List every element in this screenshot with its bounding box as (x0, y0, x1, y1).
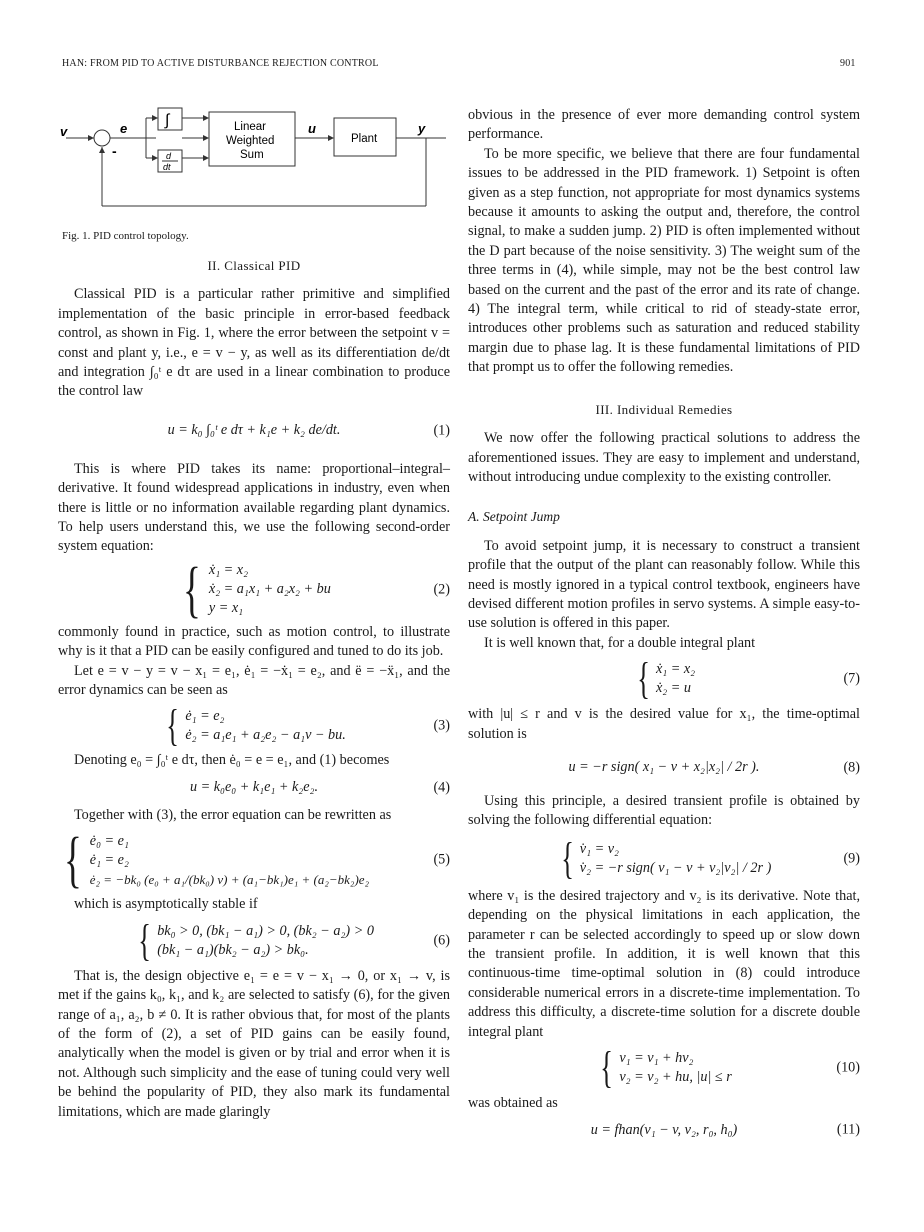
equation-9: { v̇₁ = v₂ v̇₂ = −r sign( v₁ − v + v₂|v₂| / 2r ) (9) (560, 833, 860, 883)
equation-3: { ė₁ = e₂ ė₂ = a₁e₁ + a₂e₂ − a₁v − bu. (3) (166, 700, 450, 750)
sum-line3: Sum (240, 149, 264, 161)
paragraph: Denoting e₀ = ∫₀ᵗ e dτ, then ė₀ = e = e₁, and (1) becomes (74, 751, 390, 768)
paragraph: To avoid setpoint jump, it is necessary to construct a transient profile that the output of the plant can reasonably follow. While this need is mostly ignored in a typical control textbook, engineers have devised different motion profiles in servo systems. A simple easy-to-use solution is offered in this paper. (468, 537, 860, 632)
subsection-a-title: A. Setpoint Jump (468, 509, 560, 525)
paragraph: To be more specific, we believe that there are four fundamental issues to be addressed in the PID framework. 1) Setpoint is often given as a step function, not appropriate for most dynamics systems because it amounts to asking the output and, therefore, the control signal, to make a sudden jump. 2) PID is often implemented without the D part because of the noise sensitivity. 3) The weight sum of the three terms in (4), while simple, may not be the best control law based on the current and the past of the error and its rate of change. 4) The integral term, while critical to rid of steady-state error, introduces other problems such as saturation and reduced stability margin due to phase lag. It is these fundamental limitations of PID that prompt us to offer the following remedies. (468, 145, 860, 376)
sum-line2: Weighted (226, 135, 275, 147)
label-e: e (120, 121, 128, 136)
paragraph: It is well known that, for a double integral plant (484, 634, 756, 651)
paragraph: Using this principle, a desired transient profile is obtained by solving the following differential equation: (468, 792, 860, 829)
plant-label: Plant (351, 133, 378, 145)
equation-8: u = −r sign( x₁ − v + x₂|x₂| / 2r ). (8) (568, 759, 860, 776)
paragraph: We now offer the following practical solutions to address the aforementioned issues. They are easy to implement and understand, without introducing undue complexity to the existing controller. (468, 430, 860, 485)
equation-4: u = k₀e₀ + k₁e₁ + k₂e₂. (4) (189, 779, 450, 796)
equation-5: { ė₀ = e₁ ė₁ = e₂ ė₂ = −bk₀ (e₀ + a₁/(bk₀) v) + (a₁−bk₁)e₁ + (a₂−bk₂)e₂ (5) (63, 826, 450, 895)
paragraph: Let e = v − y = v − x₁ = e₁, ė₁ = −ẋ₁ = e₂, and ë = −ẍ₁, and the error dynamics can be seen as (58, 662, 450, 699)
paragraph: obvious in the presence of ever more demanding control system performance. (468, 107, 860, 143)
left-column (58, 256, 450, 1122)
sum-line1: Linear (234, 121, 266, 133)
label-v: v (60, 124, 68, 139)
equation-10: { v₁ = v₁ + hv₂ v₂ = v₂ + hu, |u| ≤ r (10) (600, 1043, 860, 1093)
label-minus: - (112, 143, 117, 159)
paragraph: Together with (3), the error equation can be rewritten as (74, 806, 392, 823)
paragraph: with |u| ≤ r and v is the desired value for x₁, the time-optimal solution is (468, 706, 860, 742)
paragraph: That is, the design objective e₁ = e = v − x₁ → 0, or x₁ → v, is met if the gains k₀, k₁, and k₂ are selected to satisfy (6), for the given range of a₁, a₂, b ≠ 0. It is rather obvious that, for most of the plants of the form of (2), a set of PID gains can be easily found, analytically when the model is given or by trial and error when it is not. Although such simplicity and the ease of tuning could very well be behind the popularity of PID, they also mark its fundamental limitations, which are made glaringly (58, 967, 450, 1120)
running-header: HAN: FROM PID TO ACTIVE DISTURBANCE REJECTION CONTROL (62, 58, 379, 69)
section-3-title: III. Individual Remedies (595, 401, 733, 417)
paragraph: Classical PID is a particular rather primitive and simplified implementation of the basic principle in error-based feedback control, as shown in Fig. 1, where the error between the setpoint v = const and plant y, i.e., e = v − y, as well as its differentiation de/dt and integration ∫₀ᵗ e dτ are used in a linear combination to produce the control law (58, 286, 450, 400)
right-column (468, 106, 860, 1147)
pid-diagram (56, 100, 456, 216)
deriv-den: dt (163, 162, 171, 172)
paragraph: commonly found in practice, such as motion control, to illustrate why is it that a PID can be easily configured and tuned to do its job. (58, 623, 450, 660)
equation-11: u = fhan(v₁ − v, v₂, r₀, h₀) (11) (590, 1121, 860, 1138)
paragraph: which is asymptotically stable if (74, 896, 258, 913)
deriv-num: d (166, 151, 172, 161)
paragraph: where v₁ is the desired trajectory and v₂ is its derivative. Note that, depending on the physical limitations in each application, the parameter r can be selected accordingly to speed up or slow down the transient profile. In addition, it is well known that this continuous-time time-optimal solution in (8) could introduce considerable numerical errors in a discrete-time implementation. To address this difficulty, a discrete-time solution for a discrete double integral plant (468, 887, 860, 1040)
section-2-title: II. Classical PID (207, 258, 301, 273)
equation-2: { ẋ₁ = x₂ ẋ₂ = a₁x₁ + a₂x₂ + bu y = x₁ (2) (183, 555, 450, 624)
equation-6: { bk₀ > 0, (bk₁ − a₁) > 0, (bk₂ − a₂) > 0 (bk₁ − a₁)(bk₂ − a₂) > bk₀. (6) (138, 915, 450, 965)
label-y: y (418, 121, 426, 136)
paragraph: was obtained as (468, 1095, 558, 1112)
label-u: u (308, 121, 316, 136)
page-number: 901 (840, 58, 856, 69)
equation-7: { ẋ₁ = x₂ ẋ₂ = u (7) (637, 654, 860, 704)
paragraph: This is where PID takes its name: proportional–integral–derivative. It found widespread applications in industry, even when there is little or no information available regarding plant dynamics. To help users understand this, we use the following second-order system equation: (58, 460, 450, 555)
integral-symbol: ∫ (165, 112, 170, 129)
equation-1: u = k₀ ∫₀ᵗ e dτ + k₁e + k₂ de/dt. (1) (167, 422, 450, 439)
figure-caption: Fig. 1. PID control topology. (62, 230, 189, 242)
